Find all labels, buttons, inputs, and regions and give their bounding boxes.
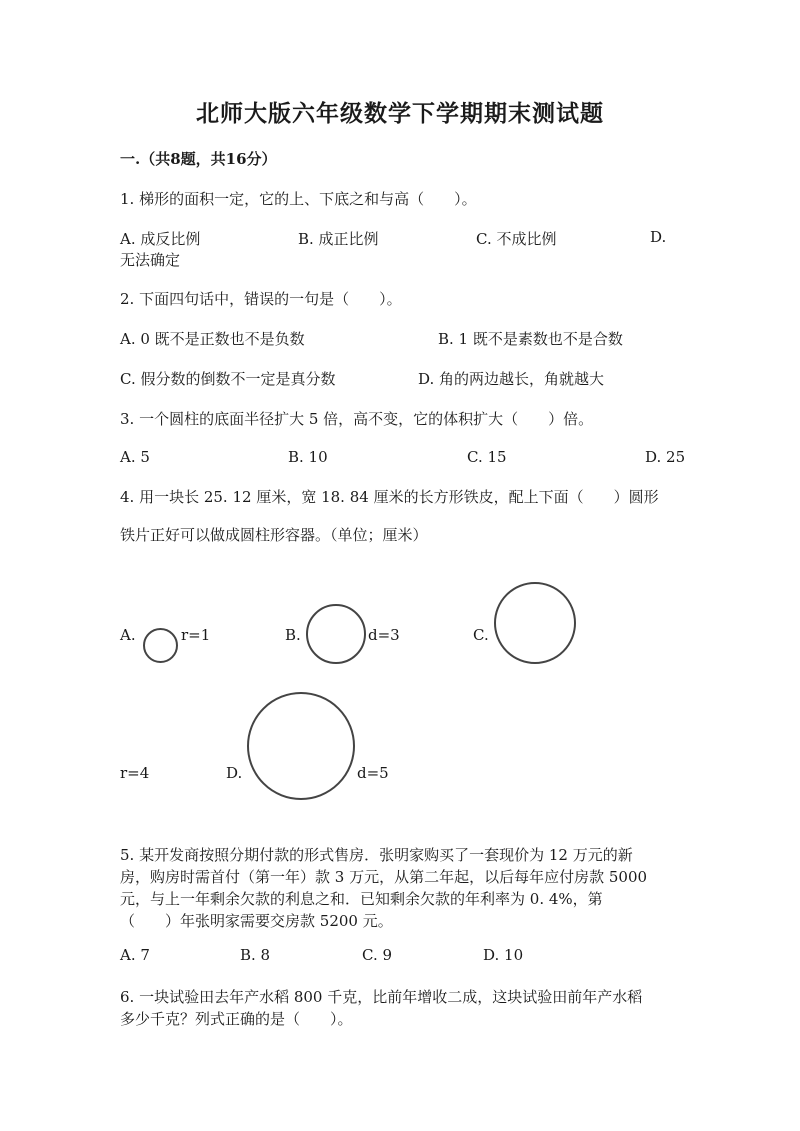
question-3-stem: 3. 一个圆柱的底面半径扩大 5 倍，高不变，它的体积扩大（ ）倍。 [120, 410, 594, 428]
question-4-option-c-label: C. [473, 626, 489, 644]
circle-c-figure [494, 582, 576, 664]
circle-b-figure [306, 604, 366, 664]
question-5-line-2: 房，购房时需首付（第一年）款 3 万元，从第二年起，以后每年应付房款 5000 [120, 868, 648, 886]
question-6-line-2: 多少千克？列式正确的是（ ）。 [120, 1010, 353, 1028]
question-5-line-1: 5. 某开发商按照分期付款的形式售房．张明家购买了一套现价为 12 万元的新 [120, 846, 633, 864]
question-5-option-a: A. 7 [120, 946, 150, 964]
question-1-stem: 1. 梯形的面积一定，它的上、下底之和与高（ ）。 [120, 190, 477, 208]
question-4-option-d-label: D. [226, 764, 243, 782]
question-2-option-d: D. 角的两边越长，角就越大 [418, 370, 605, 388]
question-2-option-a: A. 0 既不是正数也不是负数 [120, 330, 305, 348]
question-4-option-c-value: r=4 [120, 764, 150, 782]
question-5-option-d: D. 10 [483, 946, 524, 964]
question-3-option-b: B. 10 [288, 448, 328, 466]
question-1-option-d-text: 无法确定 [120, 251, 181, 269]
page-title: 北师大版六年级数学下学期期末测试题 [196, 100, 604, 127]
question-4-stem-line-2: 铁片正好可以做成圆柱形容器。（单位；厘米） [120, 526, 428, 544]
question-4-stem-line-1: 4. 用一块长 25. 12 厘米，宽 18. 84 厘米的长方形铁皮，配上下面（ ）圆形 [120, 488, 659, 506]
question-3-option-a: A. 5 [120, 448, 150, 466]
question-1-option-a: A. 成反比例 [120, 230, 201, 248]
question-2-option-b: B. 1 既不是素数也不是合数 [438, 330, 623, 348]
question-1-option-c: C. 不成比例 [476, 230, 557, 248]
question-1-option-d-label: D. [650, 228, 667, 246]
section-heading: 一.（共8题，共16分） [120, 150, 277, 168]
question-4-option-b-value: d=3 [368, 626, 400, 644]
question-6-line-1: 6. 一块试验田去年产水稻 800 千克，比前年增收二成，这块试验田前年产水稻 [120, 988, 643, 1006]
question-1-option-b: B. 成正比例 [298, 230, 379, 248]
circle-a-figure [143, 628, 178, 663]
question-4-option-b-label: B. [285, 626, 301, 644]
question-4-option-a-value: r=1 [181, 626, 211, 644]
question-5-line-4: （ ）年张明家需要交房款 5200 元。 [120, 912, 393, 930]
question-5-option-c: C. 9 [362, 946, 393, 964]
question-2-stem: 2. 下面四句话中，错误的一句是（ ）。 [120, 290, 402, 308]
question-3-option-c: C. 15 [467, 448, 507, 466]
question-3-option-d: D. 25 [645, 448, 686, 466]
question-4-option-a-label: A. [120, 626, 136, 644]
question-5-line-3: 元，与上一年剩余欠款的利息之和．已知剩余欠款的年利率为 0. 4%，第 [120, 890, 603, 908]
question-5-option-b: B. 8 [240, 946, 271, 964]
circle-d-figure [247, 692, 355, 800]
question-4-option-d-value: d=5 [357, 764, 389, 782]
question-2-option-c: C. 假分数的倒数不一定是真分数 [120, 370, 336, 388]
